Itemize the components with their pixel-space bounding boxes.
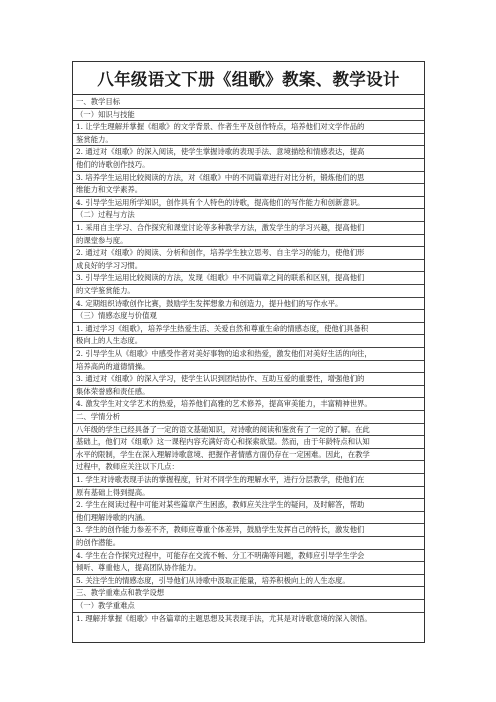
row-divider [73,271,424,272]
row-divider [73,435,424,436]
text-line: 2. 学生在阅读过程中可能对某些篇章产生困惑，教师应关注学生的疑问，及时解答，帮助 [76,500,365,510]
text-line: 1. 采用自主学习、合作探究和课堂讨论等多种教学方法，激发学生的学习兴趣，提高他们 [76,223,365,232]
row-divider [73,561,424,562]
text-line: 2. 引导学生从《组歌》中感受作者对美好事物的追求和热爱，激发他们对美好生活的向往， [76,349,372,358]
text-line: 三、教学重难点和教学设想 [76,588,165,598]
text-line: （三）情感态度与价值观 [76,311,157,321]
text-line: 2. 通过对《组歌》的阅读、分析和创作，培养学生独立思考、自主学习的能力，使他们形 [76,248,365,258]
row-divider [73,423,424,424]
text-line: 的文学鉴赏能力。 [76,286,135,295]
text-line: （一）教学重难点 [76,601,135,610]
row-divider [73,511,424,512]
row-divider [73,586,424,587]
row-divider [73,612,424,613]
row-divider [73,549,424,550]
row-divider [73,246,424,247]
row-divider [73,397,424,398]
row-divider [73,486,424,487]
row-divider [73,158,424,159]
row-divider [73,460,424,461]
row-divider [73,536,424,537]
text-line: 极向上的人生态度。 [76,336,143,346]
text-line: 过程中，教师应关注以下几点： [76,462,179,472]
text-line: 成良好的学习习惯。 [76,260,143,270]
text-line: 原有基础上得到提高。 [76,487,150,497]
row-divider [73,410,424,411]
text-line: 1. 让学生理解并掌握《组歌》的文学背景、作者生平及创作特点，培养他们对文学作品的 [76,122,365,132]
text-line: 八年级的学生已经具备了一定的语文基础知识，对诗歌的阅读和鉴赏有了一定的了解。在此 [76,424,370,434]
row-divider [73,297,424,298]
text-line: （二）过程与方法 [76,210,135,220]
text-line: 3. 通过对《组歌》的深入学习，使学生认识到团结协作、互助互爱的重要性，增强他们的 [76,374,365,384]
text-line: 集体荣誉感和责任感。 [76,386,150,396]
title-cell [73,62,424,95]
row-divider [73,599,424,600]
row-divider [73,347,424,348]
row-divider [73,221,424,222]
row-divider [73,145,424,146]
text-line: 2. 通过对《组歌》的深入阅读，使学生掌握诗歌的表现手法、意境描绘和情感表达，提高 [76,147,365,157]
row-divider [73,120,424,121]
text-line: 4. 引导学生运用所学知识，创作具有个人特色的诗歌，提高他们的写作能力和创新意识。 [76,197,365,207]
document-table [72,61,425,643]
text-line: 的创作潜能。 [76,538,121,547]
text-line: 他们的诗歌创作技巧。 [76,160,150,169]
text-line: 4. 激发学生对文学艺术的热爱，培养他们高雅的艺术修养，提高审美能力，丰富精神世界。 [76,399,372,409]
text-line: 水平的限制，学生在深入理解诗歌意境、把握作者情感方面仍存在一定困难。因此，在教学 [76,449,370,459]
row-divider [73,259,424,260]
text-line: 一、教学目标 [76,97,121,106]
text-line: 他们理解诗歌的内涵。 [76,512,150,522]
row-divider [73,498,424,499]
text-line: 4. 定期组织诗歌创作比赛，鼓励学生发挥想象力和创造力，提升他们的写作水平。 [76,298,343,308]
row-divider [73,183,424,184]
row-divider [73,334,424,335]
text-line: 倾听、尊重他人，提高团队协作能力。 [76,563,201,573]
text-line: 鉴赏能力。 [76,134,113,144]
row-divider [73,372,424,373]
row-divider [73,448,424,449]
text-line: （一）知识与技能 [76,109,135,119]
text-line: 3. 培养学生运用比较阅读的方法，对《组歌》中的不同篇章进行对比分析，锻炼他们的思 [76,172,365,182]
text-line: 二、学情分析 [76,412,121,421]
row-divider [73,108,424,109]
row-divider [73,385,424,386]
row-divider [73,574,424,575]
row-divider [73,523,424,524]
row-divider [73,360,424,361]
text-line: 的课堂参与度。 [76,235,128,245]
row-divider [73,171,424,172]
document-title: 八年级语文下册《组歌》教案、教学设计 [97,70,400,89]
text-line: 4. 学生在合作探究过程中，可能存在交流不畅、分工不明确等问题，教师应引导学生学会 [76,550,365,560]
text-line: 培养高尚的道德情操。 [76,361,150,371]
row-divider [73,284,424,285]
text-line: 维能力和文学素养。 [76,185,143,195]
text-line: 5. 关注学生的情感态度，引导他们从诗歌中汲取正能量，培养积极向上的人生态度。 [76,575,350,585]
text-line: 基础上，他们对《组歌》这一课程内容充满好奇心和探索欲望。然而，由于年龄特点和认知 [76,437,370,447]
text-line: 3. 学生的创作能力参差不齐，教师应尊重个体差异，鼓励学生发挥自己的特长，激发他们 [76,525,365,535]
text-line: 1. 通过学习《组歌》，培养学生热爱生活、关爱自然和尊重生命的情感态度，使他们具备积 [76,323,369,333]
row-divider [73,208,424,209]
text-line: 3. 引导学生运用比较阅读的方法，发现《组歌》中不同篇章之间的联系和区别，提高他们 [76,273,365,283]
text-line: 1. 理解并掌握《组歌》中各篇章的主题思想及其表现手法，尤其是对诗歌意境的深入领悟。 [76,613,372,623]
row-divider [73,133,424,134]
row-divider [73,234,424,235]
text-line: 1. 学生对诗歌表现手法的掌握程度，针对不同学生的理解水平，进行分层教学，使他们在 [76,475,365,484]
row-divider [73,473,424,474]
row-divider [73,309,424,310]
row-divider [73,322,424,323]
row-divider [73,196,424,197]
